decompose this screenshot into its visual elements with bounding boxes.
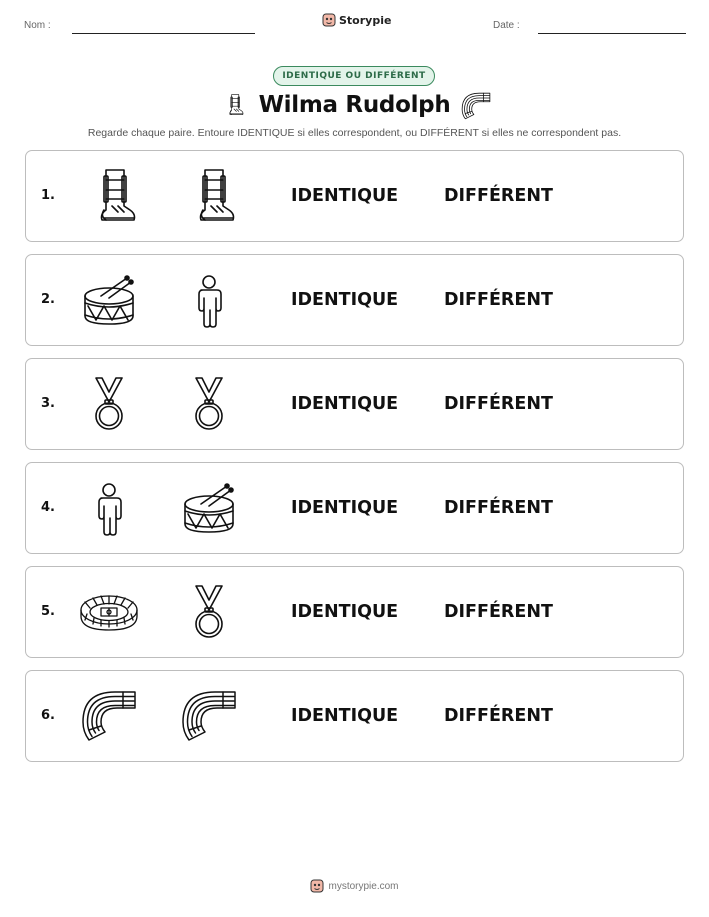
date-line[interactable] [538,33,686,34]
different-option[interactable]: DIFFÉRENT [444,394,553,414]
identique-option[interactable]: IDENTIQUE [291,706,399,726]
title-row [0,88,709,126]
instructions: Regarde chaque paire. Entoure IDENTIQUE si elles correspondent, ou DIFFÉRENT si elles ne correspondent pas. [87,127,622,139]
storypie-logo-icon [310,879,324,893]
track-icon [79,686,139,746]
page-title: Wilma Rudolph [258,92,451,118]
medal-icon [179,374,239,434]
stadium-icon [79,582,139,642]
identique-option[interactable]: IDENTIQUE [291,498,399,518]
different-option[interactable]: DIFFÉRENT [444,602,553,622]
boot-brace-icon [82,166,142,226]
medal-icon [179,582,239,642]
brand-name: Storypie [339,13,392,27]
track-icon [460,90,492,122]
different-option[interactable]: DIFFÉRENT [444,498,553,518]
item-card-5 [25,566,684,658]
different-option[interactable]: DIFFÉRENT [444,186,553,206]
item-card-1 [25,150,684,242]
item-number: 5. [41,604,55,619]
person-icon [179,270,239,330]
item-number: 2. [41,292,55,307]
item-number: 6. [41,708,55,723]
footer [0,879,709,893]
item-number: 1. [41,188,55,203]
different-option[interactable]: DIFFÉRENT [444,290,553,310]
storypie-logo-icon [322,13,336,27]
footer-link[interactable]: mystorypie.com [328,880,399,892]
person-icon [79,478,139,538]
drum-icon [79,270,139,330]
brand-logo [322,13,391,27]
item-card-4 [25,462,684,554]
item-number: 4. [41,500,55,515]
worksheet-type-badge: IDENTIQUE OU DIFFÉRENT [273,66,435,86]
different-option[interactable]: DIFFÉRENT [444,706,553,726]
item-card-3 [25,358,684,450]
name-line[interactable] [72,33,255,34]
item-card-6 [25,670,684,762]
identique-option[interactable]: IDENTIQUE [291,394,399,414]
identique-option[interactable]: IDENTIQUE [291,186,399,206]
item-number: 3. [41,396,55,411]
name-label: Nom : [24,20,51,31]
identique-option[interactable]: IDENTIQUE [291,290,399,310]
drum-icon [179,478,239,538]
identique-option[interactable]: IDENTIQUE [291,602,399,622]
boot-brace-icon [181,166,241,226]
track-icon [179,686,239,746]
item-card-2 [25,254,684,346]
date-label: Date : [493,20,520,31]
medal-icon [79,374,139,434]
